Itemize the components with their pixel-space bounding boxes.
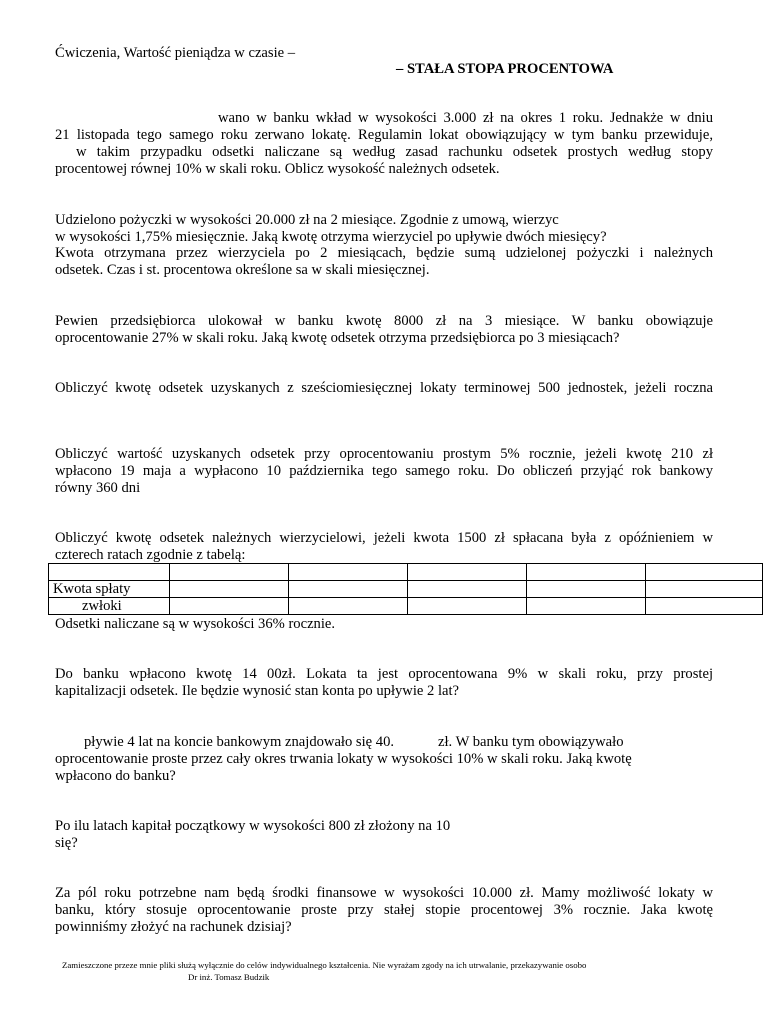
exercise-7-line-1: Do banku wpłacono kwotę 14 00zł. Lokata ta jest oprocentowana 9% w skali roku, przy prostej [55,666,713,682]
exercise-8-line-1b: zł. W banku tym obowiązywało [438,734,624,750]
table-cell [408,598,527,615]
exercise-5-line-2: wpłacono 19 maja a wypłacono 10 października tego samego roku. Do obliczeń przyjąć rok bankowy [55,463,713,479]
table-cell [49,564,170,581]
exercise-2-line-4: odsetek. Czas i st. procentowa określone sa w skali miesięcznej. [55,262,430,278]
exercise-10-line-2: banku, który stosuje oprocentowanie proste przy stałej stopie procentowej 3% rocznie. Jaka kwotę [55,902,713,918]
table-row [49,598,763,615]
table-cell [289,581,408,598]
table-cell [646,598,763,615]
exercise-7-line-2: kapitalizacji odsetek. Ile będzie wynosić stan konta po upływie 2 lat? [55,683,460,699]
table-cell [527,564,646,581]
exercise-10-line-1: Za pól roku potrzebne nam będą środki finansowe w wysokości 10.000 zł. Mamy możliwość lokaty w [55,885,713,901]
table-cell [646,581,763,598]
table-cell [527,581,646,598]
footer-notice: Zamieszczone przeze mnie pliki służą wyłącznie do celów indywidualnego kształcenia. Nie wyrażam zgody na ich utrwalanie, przekazywanie osobo [62,960,587,970]
table-cell [170,598,289,615]
exercise-5-line-3: równy 360 dni [55,480,141,496]
exercise-1-line-3: w takim przypadku odsetki naliczane są według zasad rachunku odsetek prostych według stopy [76,144,713,160]
table-row [49,564,763,581]
table-row [49,581,763,598]
exercise-6-line-3: Odsetki naliczane są w wysokości 36% rocznie. [55,616,336,632]
row-label-delay: zwłoki [49,598,170,615]
exercise-10-line-3: powinniśmy złożyć na rachunek dzisiaj? [55,919,292,935]
exercise-8-line-1a: pływie 4 lat na koncie bankowym znajdowało się 40. [84,734,395,750]
exercise-9-line-2: się? [55,835,78,851]
table-cell [170,564,289,581]
exercise-2-line-2: w wysokości 1,75% miesięcznie. Jaką kwotę otrzyma wierzyciel po upływie dwóch miesięcy? [55,229,607,245]
exercise-8-line-2: oprocentowanie proste przez cały okres trwania lokaty w wysokości 10% w skali roku. Jaką kwotę [55,751,632,767]
exercise-1-line-4: procentowej równej 10% w skali roku. Oblicz wysokość należnych odsetek. [55,161,500,177]
exercise-2-line-3: Kwota otrzymana przez wierzyciela po 2 miesiącach, będzie sumą udzielonej pożyczki i należnych [55,245,713,261]
table-cell [646,564,763,581]
exercise-1-line-1: wano w banku wkład w wysokości 3.000 zł na okres 1 roku. Jednakże w dniu [218,110,713,126]
exercise-5-line-1: Obliczyć wartość uzyskanych odsetek przy oprocentowaniu prostym 5% rocznie, jeżeli kwotę 210 zł [55,446,713,462]
table-cell [289,564,408,581]
table-cell [527,598,646,615]
exercise-3-line-1: Pewien przedsiębiorca ulokował w banku kwotę 8000 zł na 3 miesiące. W banku obowiązuje [55,313,713,329]
exercise-9-line-1: Po ilu latach kapitał początkowy w wysokości 800 zł złożony na 10 [55,818,451,834]
repayment-table [48,563,763,615]
table-cell [170,581,289,598]
exercise-2-line-1: Udzielono pożyczki w wysokości 20.000 zł na 2 miesiące. Zgodnie z umową, wierzyc [55,212,559,228]
document-subtitle: – STAŁA STOPA PROCENTOWA [396,61,614,77]
exercise-8-line-3: wpłacono do banku? [55,768,176,784]
table-cell [289,598,408,615]
table-cell [408,564,527,581]
table-cell [408,581,527,598]
exercise-3-line-2: oprocentowanie 27% w skali roku. Jaką kwotę odsetek otrzyma przedsiębiorca po 3 miesiącach? [55,330,620,346]
exercise-4-line-1: Obliczyć kwotę odsetek uzyskanych z sześciomiesięcznej lokaty terminowej 500 jednostek, jeżeli roczna [55,380,713,396]
exercise-6-line-1: Obliczyć kwotę odsetek należnych wierzycielowi, jeżeli kwota 1500 zł spłacana była z opóźnieniem w [55,530,713,546]
document-title: Ćwiczenia, Wartość pieniądza w czasie – [55,45,296,61]
exercise-1-line-2: 21 listopada tego samego roku zerwano lokatę. Regulamin lokat obowiązujący w tym banku przewiduje, [55,127,713,143]
exercise-6-line-2: czterech ratach zgodnie z tabelą: [55,547,246,563]
footer-author: Dr inż. Tomasz Budzik [188,972,270,982]
row-label-amount: Kwota spłaty [49,581,170,598]
